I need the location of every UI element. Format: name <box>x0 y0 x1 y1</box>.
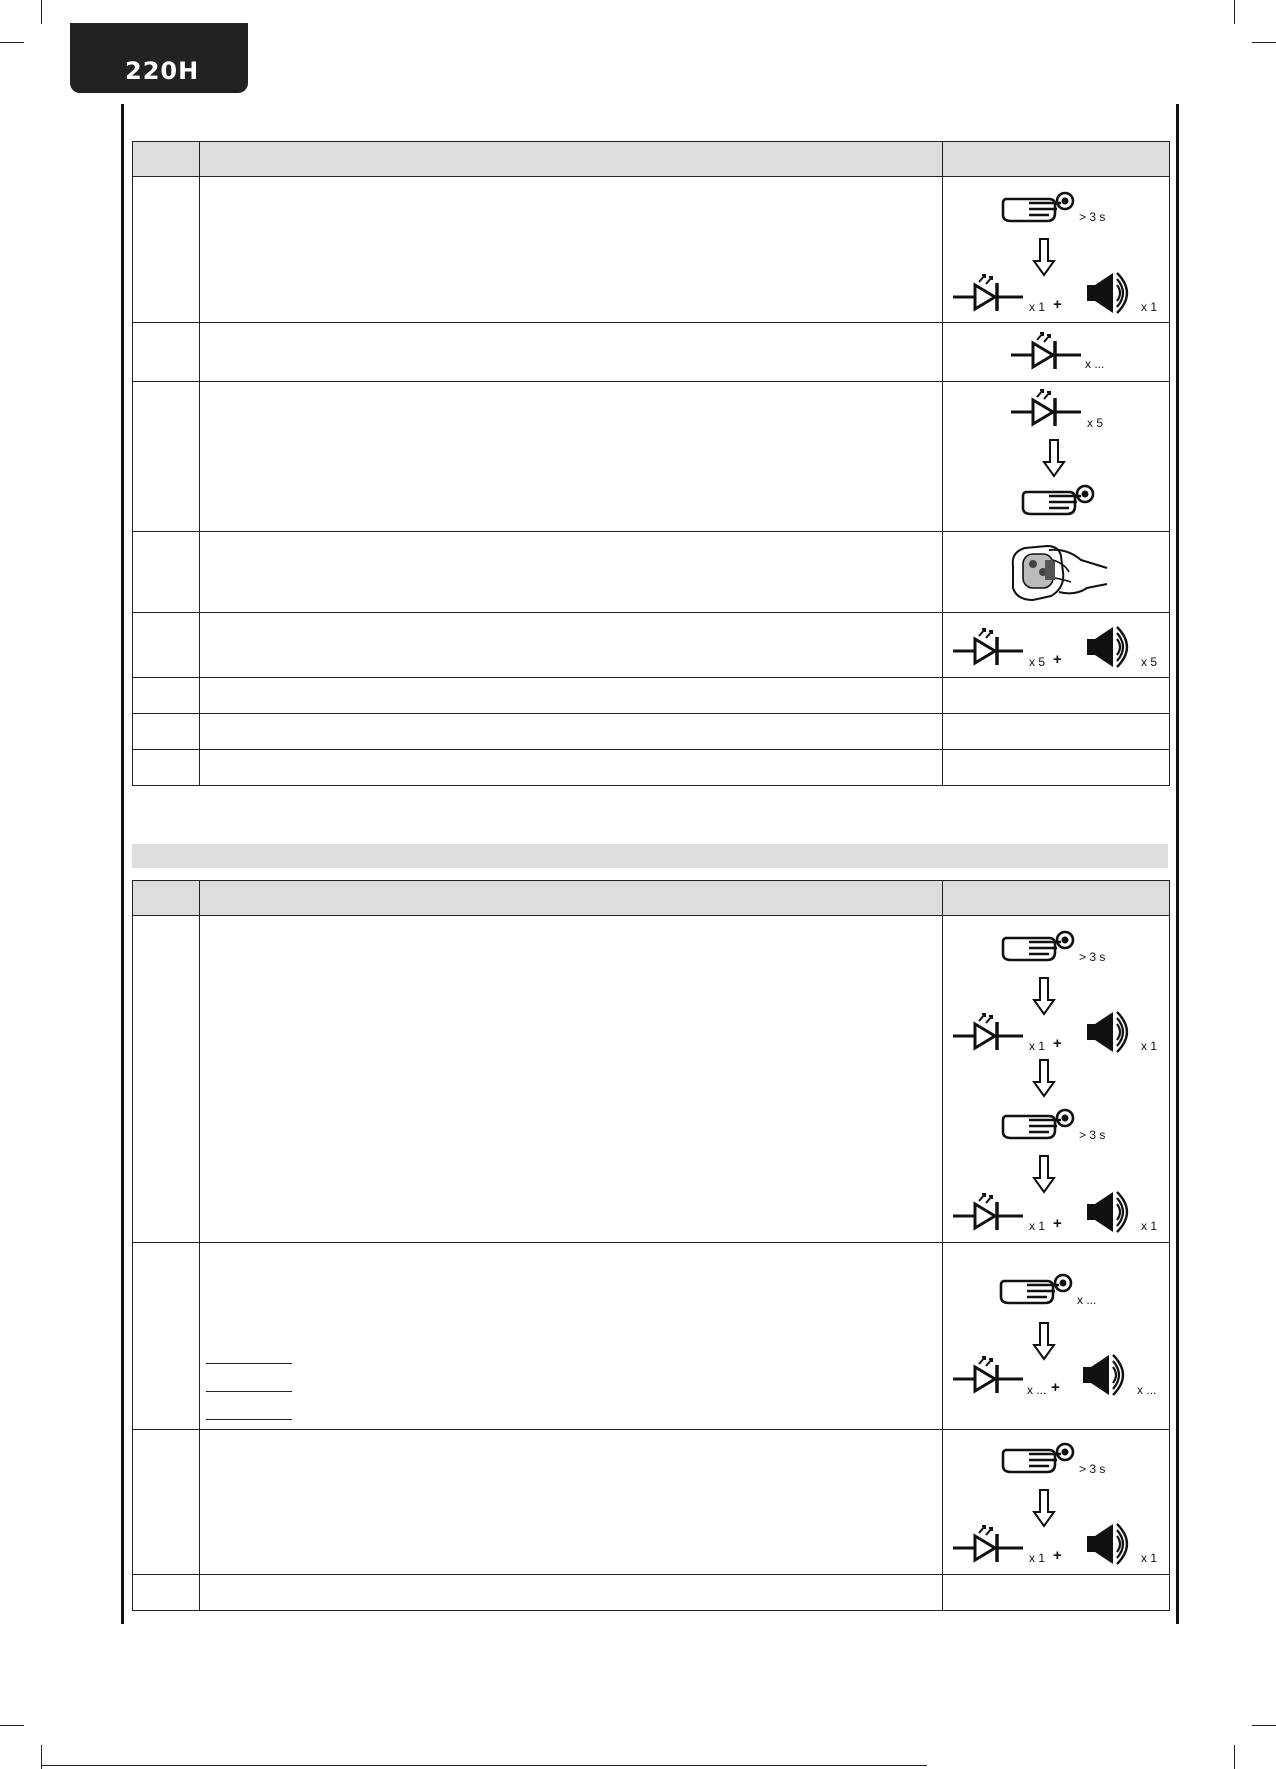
table-header-row <box>133 881 1170 916</box>
press-duration-label: > 3 s <box>1079 950 1106 964</box>
step-cell <box>133 532 200 613</box>
left-margin-bar <box>121 104 124 1624</box>
crop-mark <box>41 1765 927 1766</box>
description-cell <box>200 1575 943 1611</box>
table-row <box>133 1243 1170 1430</box>
indication-cell <box>943 177 1170 323</box>
description-cell <box>200 1243 943 1430</box>
step-cell <box>133 323 200 382</box>
indication-cell <box>943 532 1170 613</box>
led-icon <box>953 1524 1023 1564</box>
indication-cell <box>943 382 1170 532</box>
header-indication-cell <box>943 142 1170 177</box>
description-cell <box>200 177 943 323</box>
section-heading-band <box>132 844 1168 868</box>
underline-blank <box>206 1391 292 1392</box>
description-cell <box>200 678 943 714</box>
indication-cell <box>943 1430 1170 1575</box>
indication-cell <box>943 750 1170 786</box>
led-count-label: x 5 <box>1087 416 1104 430</box>
press-count-label: x ... <box>1077 1293 1097 1307</box>
description-cell <box>200 750 943 786</box>
description-cell <box>200 916 943 1243</box>
description-cell <box>200 532 943 613</box>
crop-mark <box>41 0 42 24</box>
step-cell <box>133 916 200 1243</box>
underline-blank <box>206 1363 292 1364</box>
step-cell <box>133 1243 200 1430</box>
table-header-row <box>133 142 1170 177</box>
indication-cell <box>943 613 1170 678</box>
model-tab <box>70 23 248 93</box>
push-button-icon <box>999 928 1079 968</box>
table-row <box>133 613 1170 678</box>
procedure-table-2 <box>132 880 1170 1611</box>
crop-mark <box>1252 1725 1276 1726</box>
speaker-icon <box>1085 1010 1145 1054</box>
table-row <box>133 678 1170 714</box>
led-count-label: x 1 <box>1029 1551 1046 1565</box>
step-cell <box>133 613 200 678</box>
description-cell <box>200 323 943 382</box>
press-duration-label: > 3 s <box>1079 1128 1106 1142</box>
plus-sign: + <box>1053 651 1062 668</box>
description-cell <box>200 714 943 750</box>
push-button-icon <box>1019 482 1099 522</box>
table-row <box>133 177 1170 323</box>
step-cell <box>133 382 200 532</box>
led-icon <box>953 1192 1023 1232</box>
crop-mark <box>1234 0 1235 24</box>
indication-cell <box>943 323 1170 382</box>
down-arrow-icon <box>1032 1058 1056 1098</box>
underline-blank <box>206 1419 292 1420</box>
speaker-icon <box>1085 625 1145 669</box>
speaker-icon <box>1085 271 1145 315</box>
description-cell <box>200 613 943 678</box>
indication-cell <box>943 1575 1170 1611</box>
down-arrow-icon <box>1032 1321 1056 1361</box>
down-arrow-icon <box>1032 237 1056 277</box>
buzzer-count-label: x 1 <box>1141 1039 1158 1053</box>
crop-mark <box>1234 1745 1235 1769</box>
right-margin-bar <box>1176 104 1179 1624</box>
step-cell <box>133 750 200 786</box>
crop-mark <box>0 42 24 43</box>
model-label: 220H <box>125 57 200 85</box>
down-arrow-icon <box>1032 1154 1056 1194</box>
table-row <box>133 323 1170 382</box>
header-indication-cell <box>943 881 1170 916</box>
push-button-icon <box>999 1440 1079 1480</box>
indication-cell <box>943 678 1170 714</box>
led-icon <box>953 1012 1023 1052</box>
led-count-label: x ... <box>1027 1383 1047 1397</box>
speaker-icon <box>1085 1522 1145 1566</box>
buzzer-count-label: x 1 <box>1141 1219 1158 1233</box>
header-description-cell <box>200 881 943 916</box>
description-cell <box>200 1430 943 1575</box>
step-cell <box>133 177 200 323</box>
crop-mark <box>0 1725 24 1726</box>
table-row <box>133 382 1170 532</box>
step-cell <box>133 714 200 750</box>
table-row <box>133 714 1170 750</box>
speaker-icon <box>1081 1353 1141 1397</box>
push-button-icon <box>999 1106 1079 1146</box>
indication-cell <box>943 714 1170 750</box>
down-arrow-icon <box>1032 1488 1056 1528</box>
led-icon <box>1011 388 1081 428</box>
led-count-label: x ... <box>1085 357 1105 371</box>
description-cell <box>200 382 943 532</box>
led-count-label: x 1 <box>1029 1039 1046 1053</box>
crop-mark <box>1252 42 1276 43</box>
table-row <box>133 1430 1170 1575</box>
push-button-icon <box>997 1271 1077 1311</box>
down-arrow-icon <box>1032 976 1056 1016</box>
step-cell <box>133 1575 200 1611</box>
step-cell <box>133 1430 200 1575</box>
press-duration-label: > 3 s <box>1079 1462 1106 1476</box>
table-row <box>133 532 1170 613</box>
header-step-cell <box>133 881 200 916</box>
indication-cell <box>943 1243 1170 1430</box>
push-button-icon <box>999 189 1079 229</box>
press-duration-label: > 3 s <box>1079 210 1106 224</box>
table-row <box>133 1575 1170 1611</box>
buzzer-count-label: x 1 <box>1141 1551 1158 1565</box>
led-count-label: x 1 <box>1029 300 1046 314</box>
led-icon <box>953 273 1023 313</box>
table-row <box>133 916 1170 1243</box>
led-icon <box>1011 331 1081 371</box>
hand-holding-remote-icon <box>1003 538 1113 606</box>
plus-sign: + <box>1053 296 1062 313</box>
table-row <box>133 750 1170 786</box>
plus-sign: + <box>1053 1035 1062 1052</box>
led-count-label: x 1 <box>1029 1219 1046 1233</box>
header-description-cell <box>200 142 943 177</box>
header-step-cell <box>133 142 200 177</box>
indication-cell <box>943 916 1170 1243</box>
plus-sign: + <box>1051 1379 1060 1396</box>
down-arrow-icon <box>1042 438 1066 478</box>
plus-sign: + <box>1053 1547 1062 1564</box>
buzzer-count-label: x 1 <box>1141 300 1158 314</box>
step-cell <box>133 678 200 714</box>
led-icon <box>953 1355 1023 1395</box>
buzzer-count-label: x ... <box>1137 1383 1157 1397</box>
led-icon <box>953 627 1023 667</box>
led-count-label: x 5 <box>1029 655 1046 669</box>
buzzer-count-label: x 5 <box>1141 655 1158 669</box>
plus-sign: + <box>1053 1215 1062 1232</box>
speaker-icon <box>1085 1190 1145 1234</box>
procedure-table-1 <box>132 141 1170 786</box>
